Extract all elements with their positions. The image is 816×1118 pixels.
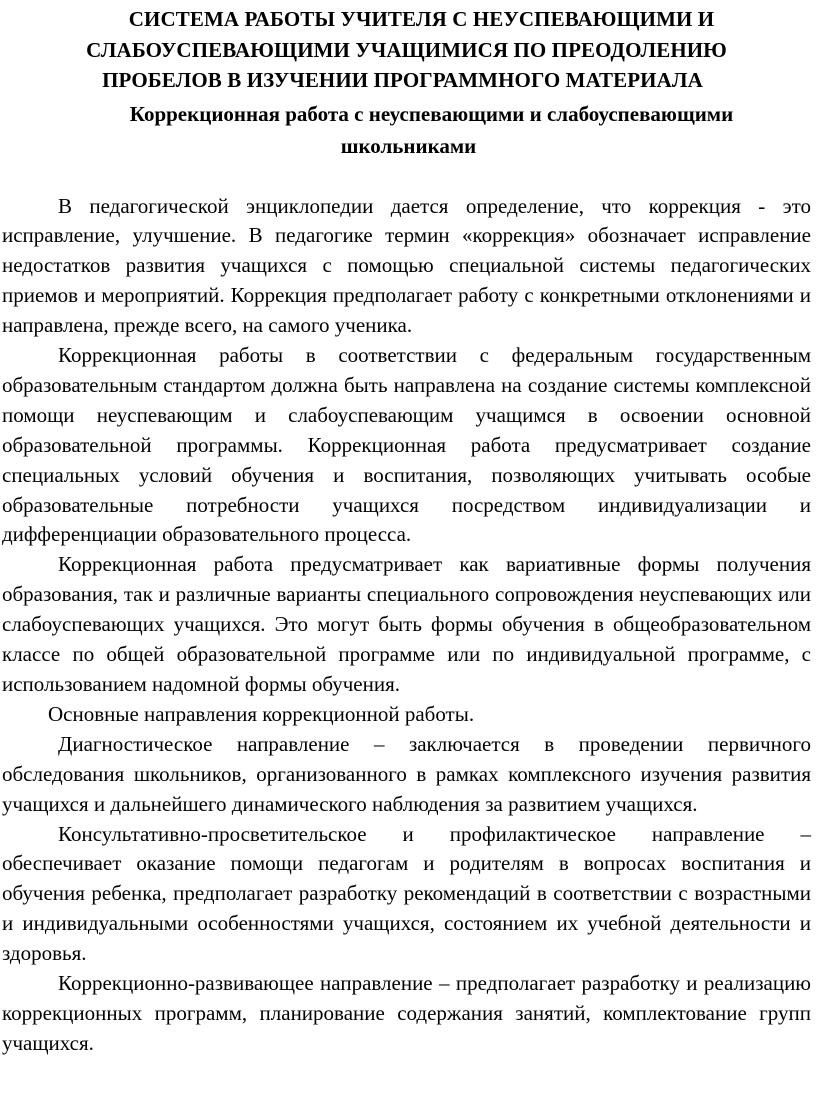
title-line-3: ПРОБЕЛОВ В ИЗУЧЕНИИ ПРОГРАММНОГО МАТЕРИАЛА — [102, 68, 703, 92]
paragraph-definition: В педагогической энциклопедии дается определение, что коррекция - это исправление, улучшение. В педагогике термин «коррекция» обозначает исправление недостатков развития учащихся с помощью специальной системы педагогических приемов и мероприятий. Коррекция предполагает работу с конкретными отклонениями и направлена, прежде всего, на самого ученика. — [2, 193, 811, 338]
paragraph-forms: Коррекционная работа предусматривает как вариативные формы получения образования, так и различные варианты специального сопровождения неуспевающих или слабоуспевающих учащихся. Это могут быть формы обучения в общеобразовательном классе по общей образовательной программе или по индивидуальной программе, с использованием надомной формы обучения. — [2, 552, 811, 696]
document-body — [2, 192, 811, 1059]
subtitle-line-2: школьниками — [340, 133, 477, 158]
title-line-2: СЛАБОУСПЕВАЮЩИМИ УЧАЩИМИСЯ ПО ПРЕОДОЛЕНИЮ — [86, 37, 727, 62]
title-line-1: СИСТЕМА РАБОТЫ УЧИТЕЛЯ С НЕУСПЕВАЮЩИМИ И — [128, 7, 715, 31]
paragraph-corrective: Коррекционно-развивающее направление – предполагает разработку и реализацию коррекционных программ, планирование содержания занятий, комплектование групп учащихся. — [2, 971, 811, 1055]
paragraph-consultative: Консультативно-просветительское и профилактическое направление – обеспечивает оказание помощи педагогам и родителям в вопросах воспитания и обучения ребенка, предполагает разработку рекомендаций в соответствии с возрастными и индивидуальными особенностями учащихся, состоянием их учебной деятельности и здоровья. — [2, 821, 811, 966]
document-title — [2, 4, 811, 96]
paragraph-diagnostic: Диагностическое направление – заключается в проведении первичного обследования школьников, организованного в рамках комплексного изучения развития учащихся и дальнейшего динамического наблюдения за развитием учащихся. — [2, 731, 811, 816]
document-subtitle — [2, 98, 811, 162]
paragraph-standard: Коррекционная работы в соответствии с федеральным государственным образовательным стандартом должна быть направлена на создание системы комплексной помощи неуспевающим и слабоуспевающим учащимся в освоении основной образовательной программы. Коррекционная работа предусматривает создание специальных условий обучения и воспитания, позволяющих учитывать особые образовательные потребности учащихся посредством индивидуализации и дифференциации образовательного процесса. — [2, 343, 811, 547]
paragraph-directions-heading: Основные направления коррекционной работы. — [48, 701, 475, 726]
subtitle-line-1: Коррекционная работа с неуспевающими и слабоуспевающими — [129, 101, 734, 126]
